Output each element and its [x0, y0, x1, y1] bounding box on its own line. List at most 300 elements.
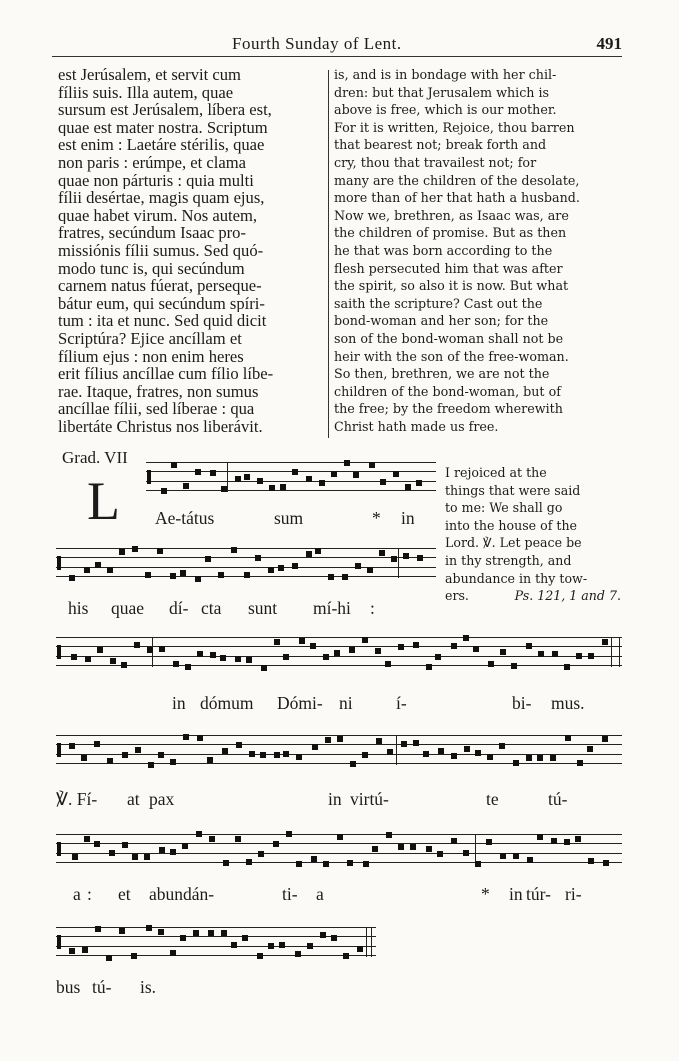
chant-syllable: a — [316, 884, 324, 904]
latin-text-line: fratres, secúndum Isaac pro- — [58, 224, 246, 242]
chant-syllable: tú- — [92, 977, 112, 997]
neume — [306, 476, 312, 482]
bar-line — [619, 637, 620, 667]
english-text-line: many are the children of the desolate, — [334, 172, 580, 188]
english-text-line: bond-woman and her son; for the — [334, 313, 549, 329]
neume — [463, 635, 469, 641]
neume — [391, 556, 397, 562]
neume — [315, 548, 321, 554]
neume — [350, 761, 356, 767]
neume — [393, 471, 399, 477]
english-text-line: saith the scripture? Cast out the — [334, 295, 543, 311]
neume — [588, 653, 594, 659]
neume — [319, 480, 325, 486]
neume — [323, 861, 329, 867]
neume — [353, 472, 359, 478]
chant-lyrics-4 — [56, 789, 622, 811]
neume — [344, 460, 350, 466]
neume — [379, 550, 385, 556]
english-epistle-column — [334, 66, 626, 435]
neume — [413, 642, 419, 648]
neume — [109, 850, 115, 856]
latin-text-line: fílii desértae, magis quam ejus, — [58, 189, 265, 207]
neume — [331, 935, 337, 941]
neume — [69, 575, 75, 581]
latin-text-line: sursum est Jerúsalem, líbera est, — [58, 101, 272, 119]
latin-text-line: fíliis suis. Illa autem, quae — [58, 83, 234, 102]
neume — [158, 752, 164, 758]
chant-lyrics-6 — [56, 977, 356, 999]
neume — [221, 930, 227, 936]
neume — [235, 656, 241, 662]
neume — [500, 649, 506, 655]
neume — [84, 567, 90, 573]
neume — [349, 647, 355, 653]
staff-line — [56, 936, 376, 937]
translation-line: I rejoiced at the — [445, 465, 547, 480]
neume — [159, 646, 165, 652]
page-number: 491 — [596, 34, 622, 53]
neume — [209, 836, 215, 842]
neume — [410, 844, 416, 850]
english-text-line: that bearest not; break forth and — [334, 137, 547, 153]
neume — [222, 748, 228, 754]
neume — [106, 955, 112, 961]
neume — [210, 652, 216, 658]
neume — [292, 563, 298, 569]
neume — [376, 738, 382, 744]
latin-text-line: bátur eum, qui secúndum spíri- — [58, 294, 265, 313]
neume — [246, 859, 252, 865]
chant-syllable: sum — [274, 508, 304, 528]
neume — [195, 469, 201, 475]
chant-syllable: bi- — [512, 693, 532, 713]
neume — [587, 746, 593, 752]
latin-text-line: carnem natus fúerat, perseque- — [58, 277, 262, 295]
neume — [437, 851, 443, 857]
neume — [158, 929, 164, 935]
neume — [193, 930, 199, 936]
chant-syllable: his — [68, 598, 89, 618]
neume — [278, 565, 284, 571]
neume — [385, 661, 391, 667]
translation-line: in thy strength, and — [445, 552, 572, 568]
neume — [235, 476, 241, 482]
neume — [183, 483, 189, 489]
neume — [180, 935, 186, 941]
staff-line — [56, 557, 436, 558]
neume — [405, 484, 411, 490]
staff-line — [56, 646, 622, 647]
neume — [602, 639, 608, 645]
neume — [122, 842, 128, 848]
neume — [148, 762, 154, 768]
neume — [121, 662, 127, 668]
chant-syllable: in — [401, 508, 415, 528]
chant-syllable: Dómi- — [277, 693, 323, 713]
latin-text-line: missiónis fílii sumus. Sed quó- — [58, 241, 264, 260]
neume — [398, 644, 404, 650]
neume — [526, 755, 532, 761]
chant-staff-2 — [56, 548, 436, 578]
neume — [362, 752, 368, 758]
chant-syllable: abundán- — [149, 884, 215, 904]
chant-syllable: ni — [339, 693, 353, 713]
chant-staff-6 — [56, 927, 376, 957]
chant-syllable: tú- — [548, 789, 568, 809]
bar-line — [475, 834, 476, 864]
neume — [197, 735, 203, 741]
neume — [197, 651, 203, 657]
neume — [134, 642, 140, 648]
neume — [292, 469, 298, 475]
psalm-citation: Ps. 121, 1 and 7. — [514, 588, 621, 604]
bar-line — [366, 927, 367, 957]
neume — [426, 846, 432, 852]
neume — [185, 664, 191, 670]
staff-line — [56, 862, 622, 863]
chant-syllable: dómum — [200, 693, 254, 713]
chant-syllable: cta — [201, 598, 222, 618]
neume — [323, 654, 329, 660]
neume — [94, 841, 100, 847]
neume — [538, 651, 544, 657]
neume — [268, 943, 274, 949]
neume — [320, 932, 326, 938]
neume — [221, 486, 227, 492]
translation-line: things that were said — [445, 482, 581, 498]
english-text-line: the children of promise. But as then — [334, 225, 567, 241]
neume — [107, 758, 113, 764]
neume — [81, 755, 87, 761]
running-head — [52, 30, 622, 57]
translation-line: into the house of the — [445, 517, 578, 533]
neume — [499, 743, 505, 749]
english-text-line: heir with the son of the free-woman. — [334, 348, 569, 364]
chant-syllable: bus — [56, 977, 81, 997]
bar-line — [371, 927, 372, 957]
staff-line — [56, 567, 436, 568]
neume — [343, 953, 349, 959]
neume — [94, 741, 100, 747]
neume — [170, 849, 176, 855]
neume — [311, 856, 317, 862]
english-text-line: above is free, which is our mother. — [334, 102, 557, 118]
english-text-line: cry, thou that travailest not; for — [334, 154, 537, 170]
neume — [564, 839, 570, 845]
neume — [552, 651, 558, 657]
english-text-line: So then, brethren, we are not the — [334, 366, 550, 382]
neume — [355, 563, 361, 569]
english-text-line: flesh persecuted him that was after — [334, 260, 563, 276]
neume — [295, 951, 301, 957]
neume — [159, 847, 165, 853]
neume — [464, 746, 470, 752]
neume — [564, 664, 570, 670]
neume — [451, 753, 457, 759]
bar-line — [227, 462, 228, 492]
neume — [231, 547, 237, 553]
neume — [513, 853, 519, 859]
neume — [223, 860, 229, 866]
neume — [170, 759, 176, 765]
latin-text-line: est Jerúsalem, et servit cum — [58, 66, 241, 84]
chant-syllable: in — [172, 693, 186, 713]
neume — [69, 743, 75, 749]
neume — [575, 836, 581, 842]
neume — [146, 925, 152, 931]
english-text-line: more than of her that hath a husband. — [334, 190, 580, 206]
clef-mark — [57, 556, 61, 570]
chant-syllable: ti- — [282, 884, 298, 904]
chant-syllable: virtú- — [350, 789, 389, 809]
staff-line — [56, 843, 622, 844]
neume — [132, 546, 138, 552]
neume — [296, 861, 302, 867]
staff-line — [146, 481, 436, 482]
english-text-line: son of the bond-woman shall not be — [334, 330, 564, 346]
neume — [210, 470, 216, 476]
chant-syllable: in — [509, 884, 523, 904]
latin-text-line: quae habet virum. Nos autem, — [58, 206, 258, 225]
neume — [110, 658, 116, 664]
neume — [413, 740, 419, 746]
neume — [258, 851, 264, 857]
latin-text-line: quae non párturis : quia multi — [58, 171, 254, 190]
neume — [147, 647, 153, 653]
neume — [369, 462, 375, 468]
neume — [463, 850, 469, 856]
neume — [261, 665, 267, 671]
neume — [537, 755, 543, 761]
staff-line — [56, 946, 376, 947]
neume — [363, 861, 369, 867]
english-text-line: the free; by the freedom wherewith — [334, 401, 563, 417]
neume — [246, 657, 252, 663]
neume — [82, 947, 88, 953]
neume — [69, 948, 75, 954]
neume — [157, 548, 163, 554]
bar-line — [398, 548, 399, 578]
neume — [269, 485, 275, 491]
neume — [170, 573, 176, 579]
neume — [205, 556, 211, 562]
neume — [161, 488, 167, 494]
chant-syllable: túr- — [526, 884, 551, 904]
chant-staff-1 — [146, 462, 436, 492]
english-text-line: children of the bond-woman, but of — [334, 383, 561, 399]
neume — [280, 484, 286, 490]
column-divider — [328, 70, 329, 438]
neume — [97, 647, 103, 653]
neume — [342, 574, 348, 580]
neume — [426, 664, 432, 670]
neume — [417, 555, 423, 561]
neume — [119, 549, 125, 555]
latin-text-line: rae. Itaque, fratres, non sumus — [58, 382, 259, 401]
neume — [306, 551, 312, 557]
neume — [231, 942, 237, 948]
gradual-initial: L — [87, 471, 120, 531]
neume — [551, 838, 557, 844]
neume — [577, 760, 583, 766]
staff-line — [56, 665, 622, 666]
neume — [380, 479, 386, 485]
neume — [299, 638, 305, 644]
chant-syllable: ℣. Fí- — [56, 789, 98, 809]
staff-line — [56, 927, 376, 928]
chant-syllable: et — [118, 884, 131, 904]
neume — [144, 854, 150, 860]
neume — [195, 576, 201, 582]
neume — [588, 858, 594, 864]
chant-syllable: quae — [111, 598, 145, 618]
english-text-line: For it is written, Rejoice, thou barren — [334, 119, 575, 135]
neume — [435, 654, 441, 660]
neume — [183, 734, 189, 740]
neume — [513, 760, 519, 766]
neume — [235, 836, 241, 842]
neume — [403, 553, 409, 559]
neume — [71, 654, 77, 660]
neume — [249, 751, 255, 757]
latin-text-line: ancíllae fílii, sed líberae : qua — [58, 400, 255, 418]
neume — [244, 474, 250, 480]
chant-staff-3 — [56, 637, 622, 667]
neume — [236, 742, 242, 748]
staff-line — [56, 637, 622, 638]
chant-lyrics-3 — [56, 693, 622, 715]
clef-mark — [57, 743, 61, 757]
chant-lyrics-5 — [56, 884, 622, 906]
neume — [398, 844, 404, 850]
translation-last-word: ers. — [445, 588, 469, 604]
neume — [307, 943, 313, 949]
clef-mark — [147, 470, 151, 484]
bar-line — [396, 735, 397, 765]
staff-line — [146, 462, 436, 463]
neume — [475, 861, 481, 867]
neume — [357, 946, 363, 952]
neume — [386, 832, 392, 838]
neume — [550, 755, 556, 761]
neume — [602, 736, 608, 742]
neume — [286, 831, 292, 837]
neume — [220, 655, 226, 661]
chant-syllable: : — [370, 598, 375, 618]
neume — [268, 567, 274, 573]
translation-line: to me: We shall go — [445, 500, 563, 516]
neume — [260, 752, 266, 758]
english-text-line: he that was born according to the — [334, 242, 553, 258]
latin-text-line: est enim : Laetáre stérilis, quae — [58, 136, 265, 154]
neume — [242, 935, 248, 941]
neume — [438, 748, 444, 754]
neume — [122, 752, 128, 758]
neume — [372, 846, 378, 852]
gradual-label: Grad. VII — [62, 448, 128, 467]
neume — [387, 749, 393, 755]
neume — [334, 650, 340, 656]
neume — [274, 752, 280, 758]
chant-syllable: Ae-tátus — [155, 508, 215, 528]
english-text-line: dren: but that Jerusalem which is — [334, 84, 550, 100]
latin-text-line: non paris : erúmpe, et clama — [58, 153, 246, 172]
neume — [131, 953, 137, 959]
staff-line — [146, 490, 436, 491]
neume — [279, 942, 285, 948]
neume — [375, 648, 381, 654]
neume — [576, 653, 582, 659]
neume — [331, 471, 337, 477]
staff-line — [56, 548, 436, 549]
latin-text-line: modo tunc is, qui secúndum — [58, 259, 245, 278]
clef-mark — [57, 935, 61, 949]
neume — [107, 567, 113, 573]
neume — [273, 841, 279, 847]
gradual-translation — [445, 464, 621, 605]
running-title: Fourth Sunday of Lent. — [232, 34, 402, 53]
neume — [180, 570, 186, 576]
neume — [328, 574, 334, 580]
neume — [537, 834, 543, 840]
neume — [296, 754, 302, 760]
latin-epistle-column — [58, 66, 324, 435]
chant-lyrics-1 — [146, 508, 436, 530]
latin-text-line: fílium ejus : non enim heres — [58, 347, 244, 366]
neume — [511, 663, 517, 669]
neume — [257, 478, 263, 484]
latin-text-line: tum : ita et nunc. Sed quid dicit — [58, 312, 267, 330]
chant-syllable: a — [73, 884, 81, 904]
neume — [132, 854, 138, 860]
neume — [416, 480, 422, 486]
neume — [255, 555, 261, 561]
neume — [451, 838, 457, 844]
chant-syllable: ri- — [565, 884, 582, 904]
neume — [488, 661, 494, 667]
neume — [337, 834, 343, 840]
neume — [95, 562, 101, 568]
chant-syllable: í- — [396, 693, 407, 713]
translation-line: abundance in thy tow- — [445, 570, 588, 586]
neume — [283, 751, 289, 757]
neume — [208, 930, 214, 936]
neume — [423, 751, 429, 757]
staff-line — [56, 744, 622, 745]
chant-syllable: mí-hi — [313, 598, 351, 618]
staff-line — [56, 955, 376, 956]
bar-line — [611, 637, 612, 667]
chant-syllable: at — [127, 789, 140, 809]
neume — [401, 741, 407, 747]
neume — [257, 953, 263, 959]
chant-syllable: is. — [140, 977, 157, 997]
neume — [170, 950, 176, 956]
neume — [367, 567, 373, 573]
neume — [486, 839, 492, 845]
neume — [473, 646, 479, 652]
english-text-line: Christ hath made us free. — [334, 418, 499, 434]
clef-mark — [57, 645, 61, 659]
neume — [72, 854, 78, 860]
neume — [362, 637, 368, 643]
chant-syllable: : — [87, 884, 92, 904]
neume — [95, 926, 101, 932]
staff-line — [56, 853, 622, 854]
neume — [565, 735, 571, 741]
neume — [337, 736, 343, 742]
